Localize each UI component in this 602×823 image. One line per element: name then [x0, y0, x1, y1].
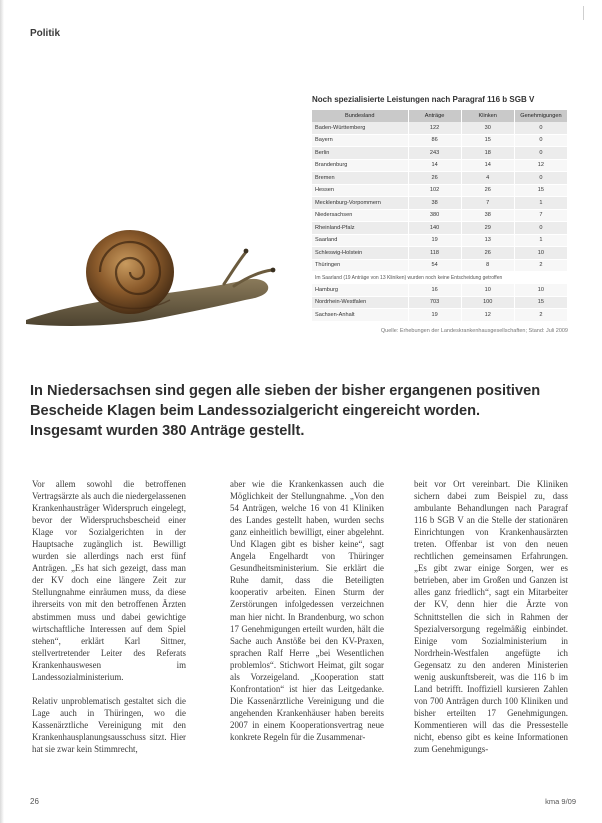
- paragraph: beit vor Ort vereinbart. Die Kliniken sichern dabei zum Beispiel zu, dass ambulante Behandlungen nach Paragraf 116 b SGB V an die Stelle der stationären Einrichtungen von Krankenhausärzten treten. Offenbar ist von den neuen rechtlichen gemeinsamen Erfahrungen. „Es gibt zwar einige Sorgen, wer es betrieben, aber im Großen und Ganzen ist alles ganz friedlich“, sagt ein Mitarbeiter der KV, denn hier die Ärzte von Schnittstellen die sich in Rahmen der Spezialversorgung regelmäßig einbindet. Einige vom Sozialministerium in Nordrhein-Westfalen angefügte ich Gegensatz zu den anderen Ministerien wenig auskunftsbereit, was die 116 b im Land betrifft. Inoffiziell kursieren Zahlen von 700 Anträgen durch 100 Kliniken und bisher erteilten 17 Genehmigungen. Kommentieren will das die Pressestelle nicht, ebenso gibt es keine Informationen zum Genehmigungs-: [414, 479, 568, 755]
- table-cell-value: 4: [461, 172, 514, 185]
- table-title: Noch spezialisierte Leistungen nach Paragraf 116 b SGB V: [312, 95, 535, 104]
- table-cell-value: 703: [408, 296, 461, 309]
- table-cell-value: 38: [461, 209, 514, 222]
- column-header: Bundesland: [312, 110, 408, 122]
- table-cell-value: 0: [514, 222, 567, 235]
- table-cell-bundesland: Nordrhein-Westfalen: [312, 296, 408, 309]
- table-row: [312, 296, 568, 309]
- table-source: Quelle: Erhebungen der Landeskrankenhausgesellschaften; Stand: Juli 2009: [380, 327, 568, 334]
- table-row: [312, 159, 568, 172]
- table-cell-bundesland: Hessen: [312, 184, 408, 197]
- column-header: Genehmigungen: [514, 110, 567, 122]
- section-label: Politik: [30, 28, 61, 39]
- table-cell-value: 1: [514, 234, 567, 247]
- table-note: Im Saarland (19 Anträge von 13 Kliniken) wurden noch keine Entscheidung getroffen: [312, 272, 568, 284]
- table-cell-value: 118: [408, 247, 461, 260]
- table-cell-bundesland: Brandenburg: [312, 159, 408, 172]
- table-cell-value: 15: [514, 296, 567, 309]
- table-cell-bundesland: Thüringen: [312, 259, 408, 272]
- table-cell-value: 86: [408, 134, 461, 147]
- page-edge: [0, 0, 4, 823]
- table-cell-bundesland: Schleswig-Holstein: [312, 247, 408, 260]
- table-cell-value: 0: [514, 134, 567, 147]
- table-cell-value: 102: [408, 184, 461, 197]
- table-cell-value: 100: [461, 296, 514, 309]
- table-cell-value: 243: [408, 147, 461, 160]
- table-cell-value: 122: [408, 122, 461, 134]
- page-number: 26: [30, 797, 39, 806]
- paragraph: Vor allem sowohl die betroffenen Vertragsärzte als auch die niedergelassenen Krankenhausträger Widerspruch eingelegt, bevor der Widerspruchsbescheid einer Klage vor Sozialgerichten in der Hauptsache zugänglich ist. Bewilligt wurden sie allerdings nach erst fünf Anträgen. „Es hat sich gezeigt, dass man der KV doch eine längere Zeit zur Stellungnahme einräumen muss, da diese ihrerseits von mit den betroffenen Ärzten abstimmen muss und dabei gewichtige wirtschaftliche Interessen auf dem Spiel stehen“, erklärt Karl Sittner, stellvertretender Leiter des Referats Krankenhauswesen im Landessozialministerium.: [32, 479, 186, 682]
- table-cell-bundesland: Berlin: [312, 147, 408, 160]
- table-cell-value: 10: [461, 284, 514, 297]
- table-cell-value: 14: [461, 159, 514, 172]
- paragraph: Relativ unproblematisch gestaltet sich die Lage auch in Thüringen, wo die Kassenärztliche Vereinigung mit den Krankenhausplanungsausschuss sitzt. Hier hat sie zwar kein Stimmrecht,: [32, 695, 186, 754]
- table-cell-value: 54: [408, 259, 461, 272]
- headline: In Niedersachsen sind gegen alle sieben der bisher ergangenen positiven Bescheide Klagen beim Landessozialgericht eingereicht worden. Insgesamt wurden 380 Anträge gestellt.: [30, 383, 541, 439]
- table-cell-value: 30: [461, 122, 514, 134]
- table-cell-value: 1: [514, 197, 567, 210]
- table-cell-value: 18: [461, 147, 514, 160]
- table-cell-value: 38: [408, 197, 461, 210]
- table-row: [312, 284, 568, 297]
- table-cell-bundesland: Mecklenburg-Vorpommern: [312, 197, 408, 210]
- table-cell-value: 26: [461, 184, 514, 197]
- table-cell-value: 2: [514, 259, 567, 272]
- table-cell-value: 12: [461, 309, 514, 322]
- table-cell-bundesland: Bayern: [312, 134, 408, 147]
- table-cell-value: 26: [408, 172, 461, 185]
- table-row: [312, 309, 568, 322]
- table-row: [312, 234, 568, 247]
- table-cell-value: 13: [461, 234, 514, 247]
- table-cell-value: 29: [461, 222, 514, 235]
- table-cell-value: 19: [408, 309, 461, 322]
- table-row: [312, 172, 568, 185]
- table-cell-value: 16: [408, 284, 461, 297]
- paragraph: aber wie die Krankenkassen auch die Möglichkeit der Stellungnahme. „Von den 54 Anträgen, welche 16 von 41 Kliniken des Landes gestellt haben, wurden sechs ganz einheitlich bewilligt, einer abgelehnt. Und Klagen gibt es bisher keine“, sagt Angela Engelhardt von Thüringer Gesundheitsministerium. Sie erklärt die Ruhe damit, dass die Beteiligten kooperativ arbeiten. Einen Sturm der Zerstörungen infolgedessen verzeichnen man hier nicht. In Brandenburg, wo schon 17 Genehmigungen erteilt wurden, hält die Sache auch Anstöße bei den KV-Praxen, sprachen Ralf Herre „bei Wesentlichen problemlos“. Stichwort Heimat, gilt sogar als Vorzeigeland. „Kooperation statt Konfrontation“ ist hier das Leitgedanke. Die Kassenärztliche Vereinigung und die angehenden Krankenhäuser haben bereits 2007 in einem Kooperationsvertrag neue konkrete Regeln für die Zusammenar-: [230, 479, 384, 742]
- table-cell-bundesland: Hamburg: [312, 284, 408, 297]
- table-cell-value: 12: [514, 159, 567, 172]
- table-row: [312, 209, 568, 222]
- table-cell-value: 0: [514, 172, 567, 185]
- table-cell-value: 0: [514, 147, 567, 160]
- table-cell-value: 2: [514, 309, 567, 322]
- table-row: [312, 197, 568, 210]
- table-note-row: [312, 272, 568, 284]
- corner-mark: [583, 6, 594, 20]
- table-cell-value: 8: [461, 259, 514, 272]
- snail-image: [20, 228, 282, 338]
- table-cell-value: 26: [461, 247, 514, 260]
- table-cell-value: 14: [408, 159, 461, 172]
- table-cell-value: 140: [408, 222, 461, 235]
- body-column-1: [32, 478, 186, 767]
- table-cell-value: 19: [408, 234, 461, 247]
- table-row: [312, 122, 568, 134]
- table-header-row: [312, 110, 568, 122]
- body-column-3: [414, 478, 568, 767]
- column-header: Anträge: [408, 110, 461, 122]
- table-cell-value: 7: [461, 197, 514, 210]
- table-cell-value: 15: [461, 134, 514, 147]
- magazine-issue: kma 9/09: [545, 797, 576, 806]
- table-cell-bundesland: Baden-Württemberg: [312, 122, 408, 134]
- table-cell-value: 0: [514, 122, 567, 134]
- statistics-table-block: [312, 95, 568, 334]
- table-row: [312, 259, 568, 272]
- table-row: [312, 184, 568, 197]
- table-cell-bundesland: Bremen: [312, 172, 408, 185]
- statistics-table: [312, 110, 568, 322]
- table-row: [312, 247, 568, 260]
- table-cell-value: 10: [514, 284, 567, 297]
- table-cell-bundesland: Niedersachsen: [312, 209, 408, 222]
- table-cell-bundesland: Rheinland-Pfalz: [312, 222, 408, 235]
- table-row: [312, 222, 568, 235]
- body-column-2: [230, 478, 384, 755]
- table-cell-bundesland: Sachsen-Anhalt: [312, 309, 408, 322]
- table-row: [312, 147, 568, 160]
- table-cell-value: 380: [408, 209, 461, 222]
- column-header: Klinken: [461, 110, 514, 122]
- table-cell-value: 7: [514, 209, 567, 222]
- table-cell-value: 10: [514, 247, 567, 260]
- table-cell-value: 15: [514, 184, 567, 197]
- table-cell-bundesland: Saarland: [312, 234, 408, 247]
- table-row: [312, 134, 568, 147]
